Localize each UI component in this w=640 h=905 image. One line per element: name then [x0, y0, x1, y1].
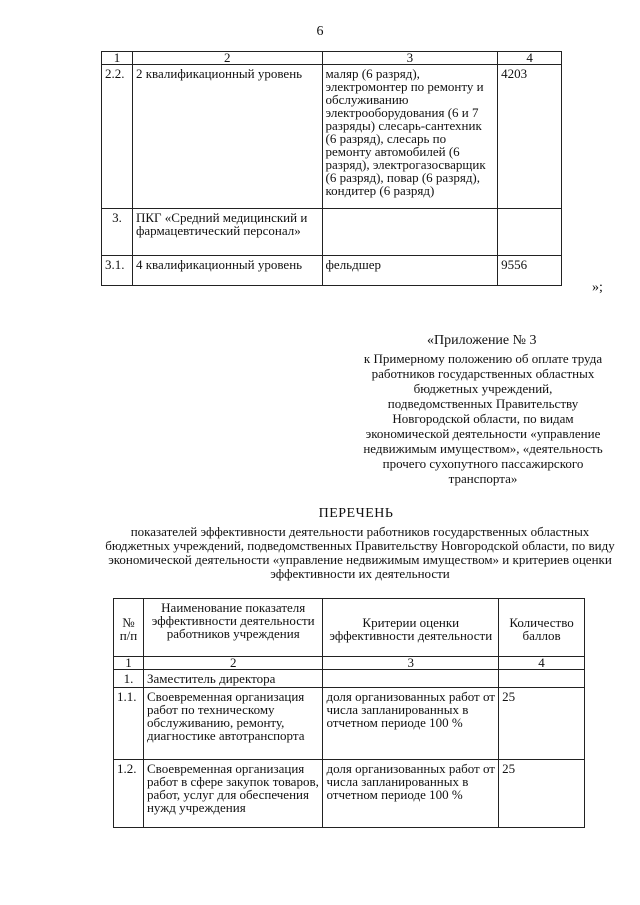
column-numbers-row [114, 657, 585, 670]
list-title: ПЕРЕЧЕНЬ [318, 506, 394, 521]
col-number-1: 1 [114, 657, 144, 670]
table-row [102, 256, 562, 286]
list-subtitle: показателей эффективности деятельности работников государственных областных бюджетных учреждений, подведомственных Правительству Новгородской области, по виду экономической деятельности «управление недвижимым имуществом» и критериев оценки эффективности их деятельности [105, 524, 615, 581]
qualification-group: ПКГ «Средний медицинский и фармацевтический персонал» [132, 209, 322, 256]
col-number-3: 3 [322, 52, 498, 65]
criteria-cell: доля организованных работ от числа запланированных в отчетном периоде 100 % [323, 760, 499, 828]
qualification-level: 4 квалификационный уровень [132, 256, 322, 286]
qualification-level: 2 квалификационный уровень [132, 65, 322, 209]
positions-cell: фельдшер [322, 256, 498, 286]
table-header-row [102, 52, 562, 65]
table-row [114, 688, 585, 760]
amount-cell: 9556 [498, 256, 562, 286]
col-header-criteria: Критерии оценки эффективности деятельности [323, 599, 499, 657]
amount-cell: 4203 [498, 65, 562, 209]
table-row [102, 209, 562, 256]
table-row [114, 760, 585, 828]
amount-cell [498, 209, 562, 256]
col-number-4: 4 [498, 52, 562, 65]
row-number: 3. [102, 209, 133, 256]
points-cell: 25 [499, 688, 585, 760]
col-number-2: 2 [143, 657, 323, 670]
col-number-4: 4 [499, 657, 585, 670]
row-number: 3.1. [102, 256, 133, 286]
col-number-1: 1 [102, 52, 133, 65]
table-header-row [114, 599, 585, 657]
appendix-body: к Примерному положению об оплате труда работников государственных областных бюджетных учреждений, подведомственных Правительству Новгородской области, по видам экономической деятельности «управление недвижимым имуществом», «деятельность прочего сухопутного пассажирского транспорта» [363, 351, 603, 486]
indicators-table [113, 598, 585, 828]
positions-cell: маляр (6 разряд), электромонтер по ремонту и обслуживанию электрооборудования (6 и 7 разряды) слесарь-сантехник (6 разряд), слесарь по ремонту автомобилей (6 разряд), электрогазосварщик (6 разряд), повар (6 разряд), кондитер (6 разряд) [322, 65, 498, 209]
section-row [114, 670, 585, 688]
section-number: 1. [114, 670, 144, 688]
section-label: Заместитель директора [143, 670, 323, 688]
col-header-points: Количество баллов [499, 599, 585, 657]
col-number-2: 2 [132, 52, 322, 65]
indicator-cell: Своевременная организация работ в сфере закупок товаров, работ, услуг для обеспечения нужд учреждения [143, 760, 323, 828]
criteria-cell: доля организованных работ от числа запланированных в отчетном периоде 100 % [323, 688, 499, 760]
positions-cell [322, 209, 498, 256]
empty-cell [499, 670, 585, 688]
appendix-title: «Приложение № 3 [427, 333, 537, 348]
points-cell: 25 [499, 760, 585, 828]
col-header-indicator: Наименование показателя эффективности деятельности работников учреждения [143, 599, 323, 657]
col-number-3: 3 [323, 657, 499, 670]
page-number: 6 [316, 24, 324, 39]
row-number: 1.2. [114, 760, 144, 828]
closing-quote: »; [592, 280, 603, 295]
indicator-cell: Своевременная организация работ по техническому обслуживанию, ремонту, диагностике автотранспорта [143, 688, 323, 760]
col-header-number: № п/п [114, 599, 144, 657]
row-number: 2.2. [102, 65, 133, 209]
row-number: 1.1. [114, 688, 144, 760]
salary-table [101, 51, 562, 286]
empty-cell [323, 670, 499, 688]
table-row [102, 65, 562, 209]
